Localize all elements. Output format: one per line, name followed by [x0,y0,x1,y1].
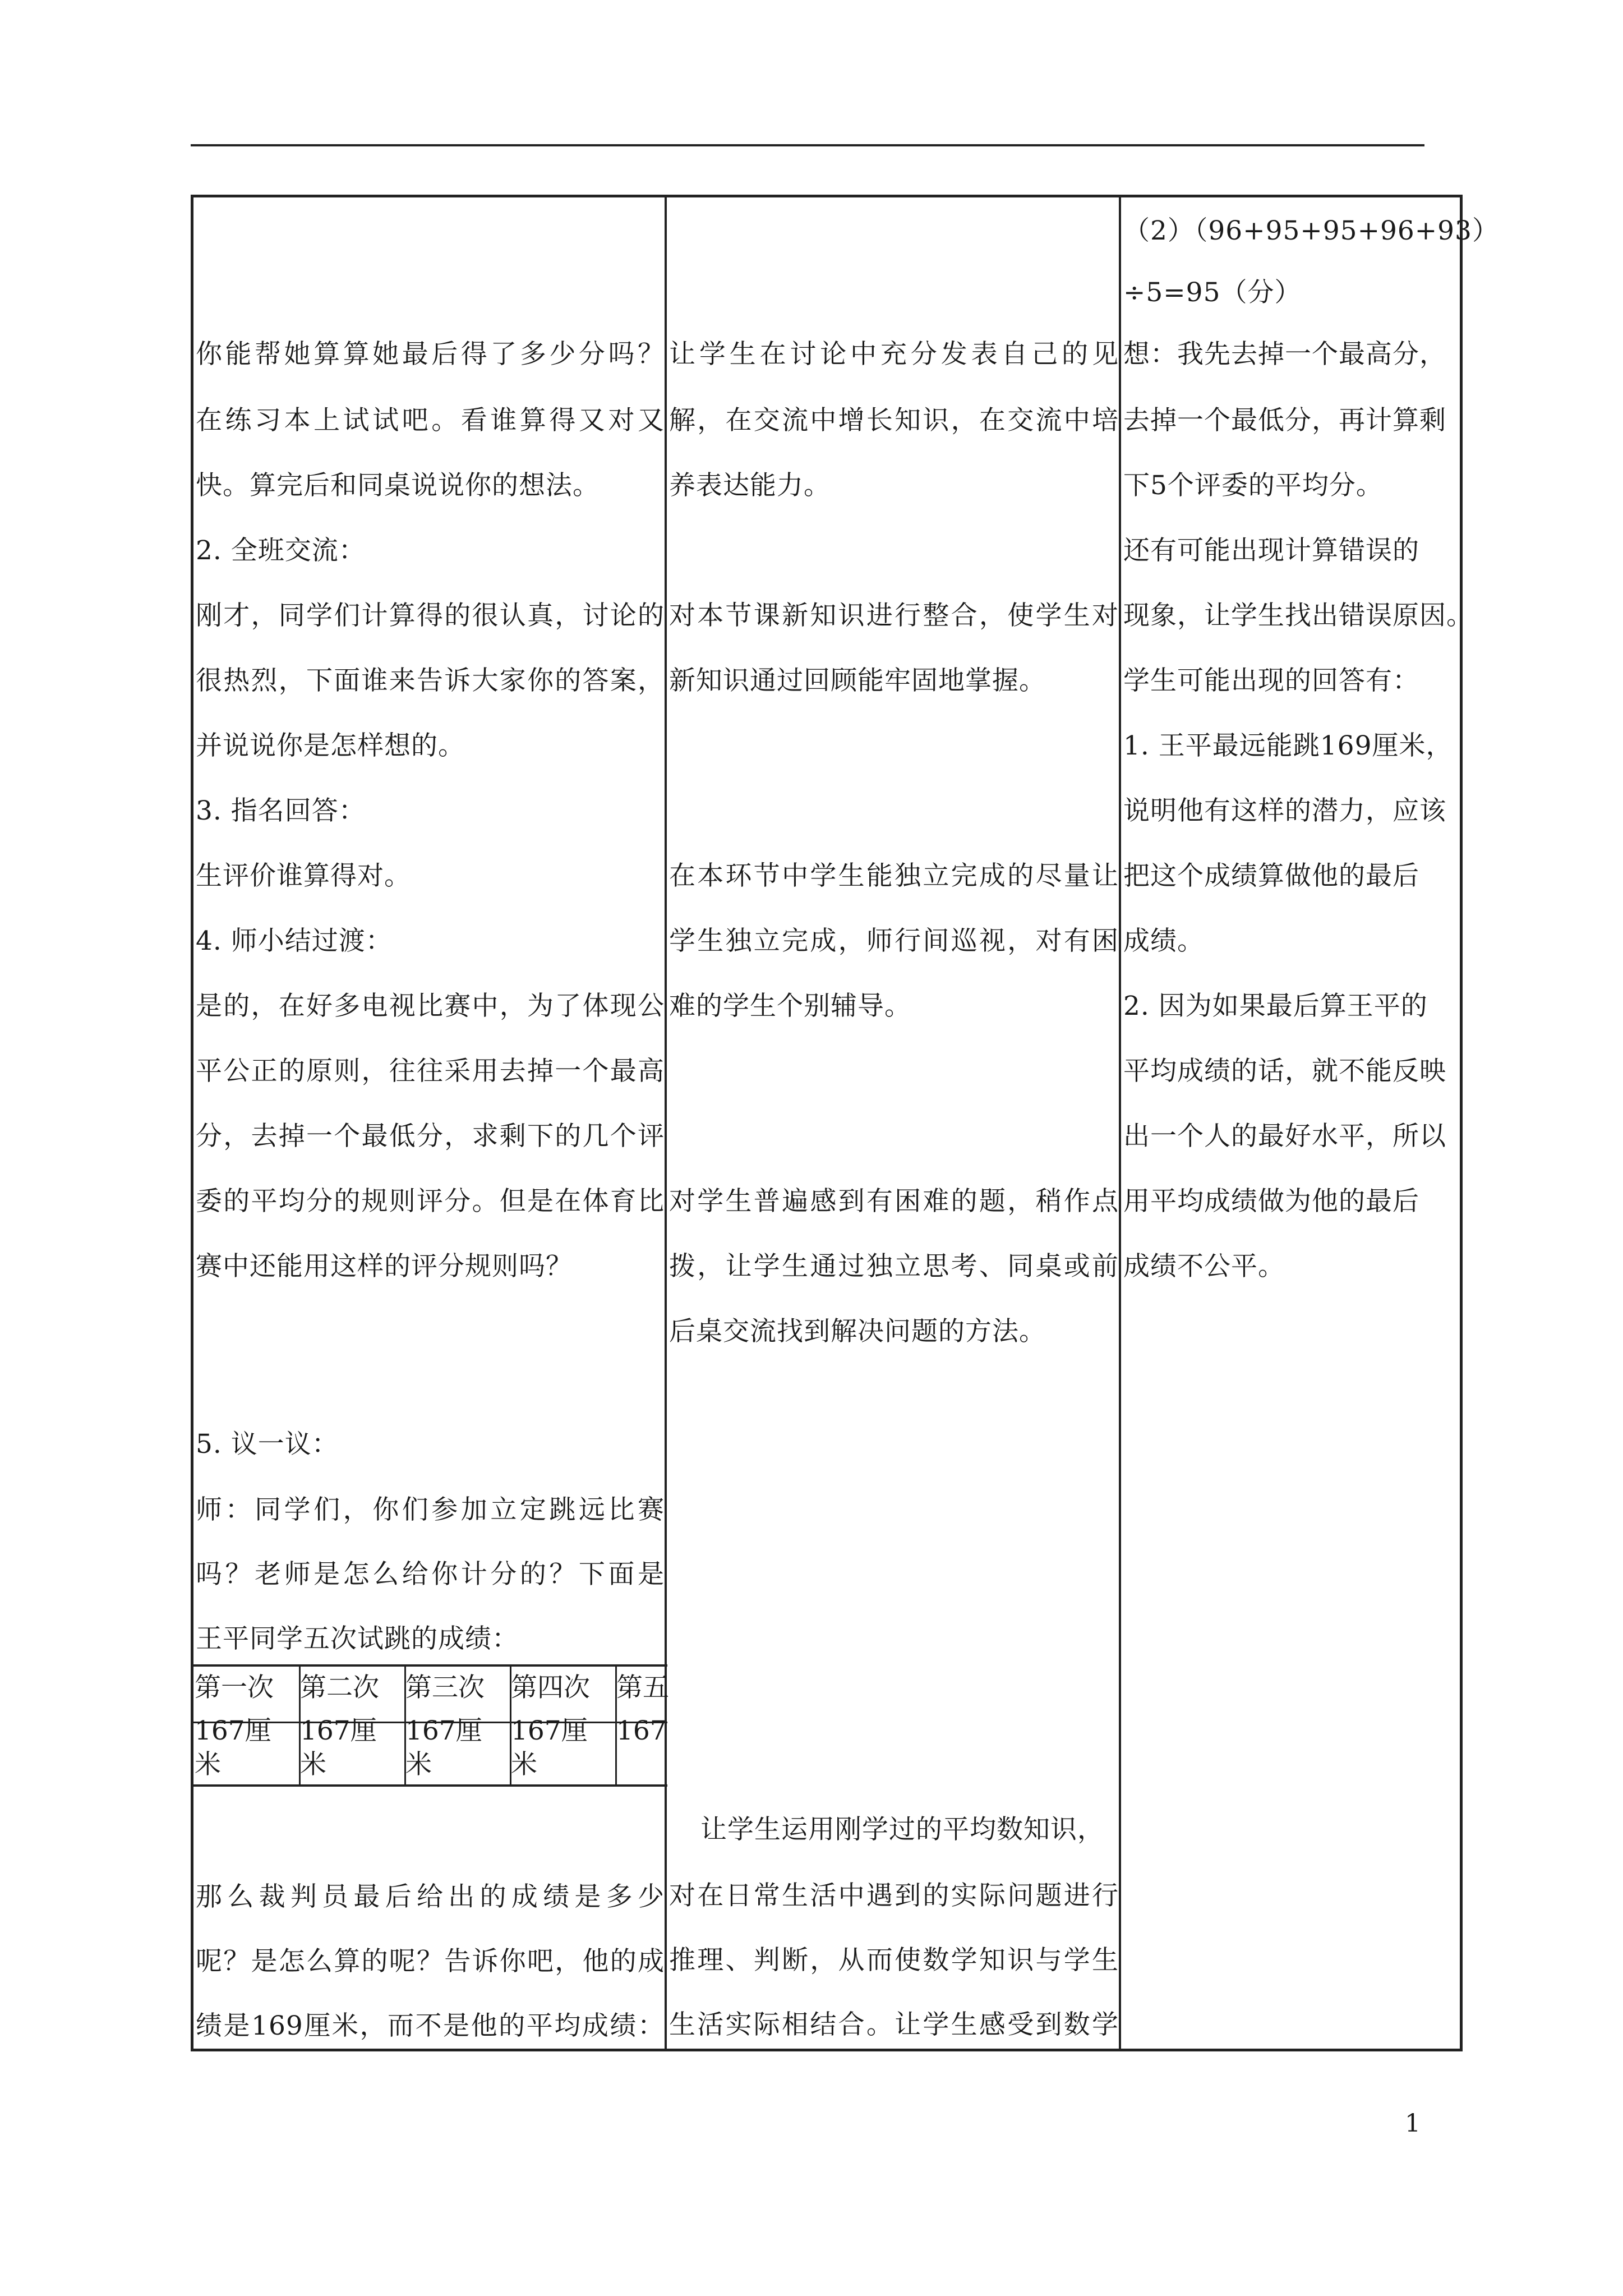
text-line: 生评价谁算得对。 [196,861,411,891]
teaching-process-column [193,197,669,2049]
text-line: 想：我先去掉一个最高分， [1123,339,1446,370]
text-line: （2）（96+95+95+96+93） [1123,215,1499,246]
table-cell [299,1667,406,1784]
text-line: 刚才，同学们计算得的很认真，讨论的 [196,600,665,631]
text-line: 后桌交流找到解决问题的方法。 [669,1316,1046,1347]
text-line: 还有可能出现计算错误的 [1123,535,1419,566]
text-line: 5. 议一议： [196,1429,339,1460]
text-line: 出一个人的最好水平，所以 [1123,1121,1446,1152]
text-line: 说明他有这样的潜力，应该 [1123,795,1446,826]
text-line: 平公正的原则，往往采用去掉一个最高 [196,1056,665,1087]
text-line: 王平同学五次试跳的成绩： [196,1623,519,1654]
table-header: 第三次 [405,1672,485,1703]
text-line: 新知识通过回顾能牢固地掌握。 [669,665,1046,696]
text-line: 让学生运用刚学过的平均数知识， [700,1814,1104,1845]
lesson-plan-table [191,195,1499,2051]
text-line: 4. 师小结过渡： [196,926,393,956]
text-line: 你能帮她算算她最后得了多少分吗？ [196,339,665,370]
text-line: 并说说你是怎样想的。 [196,730,465,761]
text-line: 推理、判断，从而使数学知识与学生 [669,1945,1119,1976]
table-value: 167厘米 [300,1715,377,1780]
text-line: 去掉一个最低分，再计算剩 [1123,405,1446,436]
text-line: 分，去掉一个最低分，求剩下的几个评 [196,1121,665,1152]
jump-results-table [193,1664,667,1787]
text-line: 很热烈，下面谁来告诉大家你的答案， [196,665,665,696]
text-line: 2. 因为如果最后算王平的 [1123,991,1428,1022]
table-cell [615,1667,671,1784]
text-line: 对学生普遍感到有困难的题，稍作点 [669,1186,1119,1217]
text-line: 2. 全班交流： [196,535,366,566]
text-line: 那么裁判员最后给出的成绩是多少 [196,1881,665,1912]
text-line: 现象，让学生找出错误原因。 [1123,600,1473,631]
text-line: 绩是169厘米，而不是他的平均成绩： [196,2010,665,2041]
table-value: 167厘米 [405,1715,482,1780]
text-line: 生活实际相结合。让学生感受到数学 [669,2009,1119,2040]
text-line: 学生独立完成，师行间巡视，对有困 [669,926,1119,956]
table-value: 167 [616,1715,667,1746]
table-cell [404,1667,511,1784]
text-line: 下5个评委的平均分。 [1123,470,1383,501]
text-line: 成绩。 [1123,926,1204,956]
text-line: 学生可能出现的回答有： [1123,665,1419,696]
text-line: 养表达能力。 [669,470,831,501]
text-line: 赛中还能用这样的评分规则吗？ [196,1251,573,1282]
text-line: 在本环节中学生能独立完成的尽量让 [669,861,1119,891]
text-line: 难的学生个别辅导。 [669,991,911,1022]
text-line: 对本节课新知识进行整合，使学生对 [669,600,1119,631]
table-cell [510,1667,617,1784]
text-line: 1. 王平最远能跳169厘米， [1123,730,1453,761]
text-line: 委的平均分的规则评分。但是在体育比 [196,1186,665,1217]
text-line: 对在日常生活中遇到的实际问题进行 [669,1880,1119,1911]
text-line: 师：同学们，你们参加立定跳远比赛 [196,1494,665,1525]
student-activity-column [1121,197,1499,2049]
table-value: 167厘米 [195,1715,271,1780]
text-line: 把这个成绩算做他的最后 [1123,861,1419,891]
text-line: 成绩不公平。 [1123,1251,1285,1282]
text-line: ÷5=95（分） [1123,277,1302,308]
table-header: 第四次 [511,1672,590,1703]
text-line: 是的，在好多电视比赛中，为了体现公 [196,991,665,1022]
text-line: 让学生在讨论中充分发表自己的见 [669,339,1119,370]
design-intent-column [667,197,1119,2049]
text-line: 呢？是怎么算的呢？告诉你吧，他的成 [196,1946,665,1977]
text-line: 平均成绩的话，就不能反映 [1123,1056,1446,1087]
text-line: 拨，让学生通过独立思考、同桌或前 [669,1251,1119,1282]
text-line: 解，在交流中增长知识，在交流中培 [669,405,1119,436]
table-header: 第五 [616,1672,669,1703]
page-number: 1 [1405,2109,1421,2138]
text-line: 3. 指名回答： [196,795,366,826]
table-value: 167厘米 [511,1715,588,1780]
table-cell [193,1667,301,1784]
text-line: 吗？老师是怎么给你计分的？下面是 [196,1559,665,1590]
text-line: 用平均成绩做为他的最后 [1123,1186,1419,1217]
table-header: 第一次 [195,1672,274,1703]
header-rule [191,144,1424,146]
text-line: 在练习本上试试吧。看谁算得又对又 [196,405,665,436]
text-line: 快。算完后和同桌说说你的想法。 [196,470,600,501]
table-header: 第二次 [300,1672,379,1703]
